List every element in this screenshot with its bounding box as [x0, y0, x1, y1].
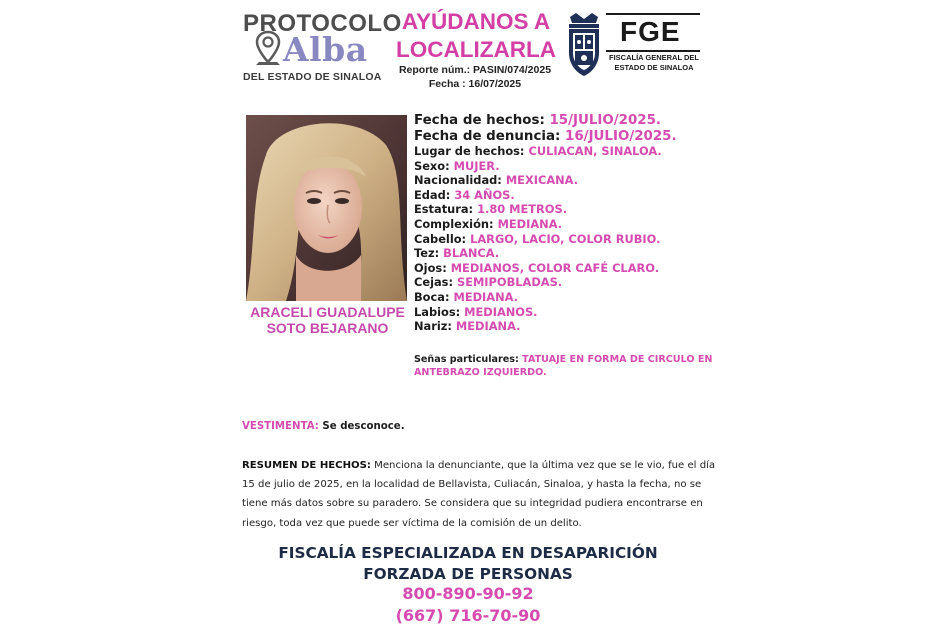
detail-row-nacionalidad — [414, 173, 677, 188]
protocolo-logo-text: PROTOCOLO — [243, 10, 402, 37]
phone-number-local: (667) 716-70-90 — [395, 606, 541, 625]
senas-particulares — [414, 353, 714, 379]
detail-label: Fecha de denuncia: — [414, 128, 561, 144]
detail-label: Estatura: — [414, 202, 474, 217]
detail-value: 16/JULIO/2025. — [565, 128, 677, 144]
detail-value: MEDIANA. — [497, 216, 563, 231]
person-photo-illustration — [246, 115, 407, 301]
detail-value: MEDIANOS. — [464, 304, 538, 319]
detail-label: Fecha de hechos: — [414, 113, 545, 128]
detail-row-edad — [414, 188, 677, 203]
detail-row-cabello — [414, 232, 677, 247]
detail-label: Labios: — [414, 304, 461, 319]
headline-line1: AYÚDANOS A — [401, 9, 551, 34]
fiscalia-line1: FISCALÍA ESPECIALIZADA EN DESAPARICIÓN — [278, 544, 658, 562]
detail-label: Tez: — [414, 246, 440, 261]
detail-label: Ojos: — [414, 260, 447, 275]
alba-logo-text: Alba — [283, 30, 368, 69]
detail-value: MUJER. — [453, 158, 500, 173]
fge-top-rule — [606, 13, 700, 15]
fiscalia-line2: FORZADA DE PERSONAS — [363, 565, 573, 583]
detail-row-estatura — [414, 202, 677, 217]
person-photo — [246, 115, 407, 301]
senas-value-line1: TATUAJE EN FORMA DE CIRCULO EN — [522, 354, 713, 365]
alba-logo-subtitle: DEL ESTADO DE SINALOA — [243, 71, 382, 83]
detail-row-complexion — [414, 217, 677, 232]
detail-label: Edad: — [414, 187, 451, 202]
detail-row-cejas — [414, 275, 677, 290]
detail-label: Cabello: — [414, 231, 467, 246]
detail-row-lugar — [414, 144, 677, 159]
detail-row-boca — [414, 290, 677, 305]
detail-label: Sexo: — [414, 158, 450, 173]
detail-value: 15/JULIO/2025. — [549, 113, 661, 128]
headline-line2: LOCALIZARLA — [396, 37, 556, 62]
resumen-hechos — [242, 456, 716, 533]
report-date: Fecha : 16/07/2025 — [428, 78, 522, 90]
state-seal-icon — [566, 13, 602, 77]
vestimenta-value: Se desconoce. — [322, 421, 405, 432]
detail-label: Nacionalidad: — [414, 173, 502, 188]
vestimenta-label: VESTIMENTA: — [242, 421, 319, 432]
detail-value: MEDIANA. — [455, 319, 521, 334]
detail-value: MEDIANA. — [453, 289, 518, 304]
fge-mid-rule — [606, 50, 700, 52]
resumen-label: RESUMEN DE HECHOS: — [242, 460, 371, 471]
fge-subtitle — [604, 53, 704, 73]
detail-label: Lugar de hechos: — [414, 144, 525, 158]
detail-row-ojos — [414, 261, 677, 276]
detail-value: SEMIPOBLADAS. — [456, 275, 563, 290]
detail-label: Complexión: — [414, 216, 494, 231]
detail-row-fecha-denuncia — [414, 129, 677, 145]
detail-label: Cejas: — [414, 275, 454, 290]
senas-value-line2: ANTEBRAZO IZQUIERDO. — [414, 367, 547, 378]
fge-title: FGE — [620, 16, 681, 47]
person-name-line1: ARACELI GUADALUPE — [250, 304, 405, 320]
fge-subtitle-line2: ESTADO DE SINALOA — [614, 63, 694, 72]
detail-row-sexo — [414, 159, 677, 174]
detail-row-tez — [414, 246, 677, 261]
detail-value: CULIACAN, SINALOA. — [528, 144, 662, 158]
person-name-line2: SOTO BEJARANO — [266, 320, 389, 336]
detail-row-nariz — [414, 319, 677, 334]
headline — [391, 8, 561, 64]
detail-label: Boca: — [414, 289, 450, 304]
vestimenta — [242, 421, 405, 432]
senas-line1 — [414, 353, 714, 366]
resumen-text: Menciona la denunciante, que la última vez que se le vio, fue el día 15 de julio de 2025, en la localidad de Bellavista, Culiacán, Sinaloa, y hasta la fecha, no se tiene más datos sobre su paradero. Se considera que su integridad pudiera encontrarse en riesgo, toda vez que puede ser víctima de la comisión de un delito. — [242, 460, 716, 529]
detail-value: 1.80 METROS. — [477, 202, 568, 217]
fiscalia-title — [250, 543, 686, 585]
map-pin-icon — [255, 30, 281, 66]
phone-number-tollfree: 800-890-90-92 — [402, 584, 534, 603]
detail-label: Nariz: — [414, 319, 452, 334]
detail-value: BLANCA. — [443, 246, 500, 261]
senas-line2 — [414, 366, 714, 379]
senas-label: Señas particulares: — [414, 354, 519, 365]
detail-value: LARGO, LACIO, COLOR RUBIO. — [470, 231, 661, 246]
fge-subtitle-line1: FISCALÍA GENERAL DEL — [608, 53, 699, 62]
report-info — [392, 63, 558, 91]
report-number: Reporte núm.: PASIN/074/2025 — [398, 64, 552, 76]
detail-row-fecha-hechos — [414, 113, 677, 129]
detail-value: MEXICANA. — [505, 173, 579, 188]
person-name — [240, 304, 415, 336]
detail-value: 34 AÑOS. — [454, 187, 515, 202]
detail-value: MEDIANOS, COLOR CAFÉ CLARO. — [450, 260, 660, 275]
details-list — [414, 113, 677, 334]
detail-row-labios — [414, 305, 677, 320]
